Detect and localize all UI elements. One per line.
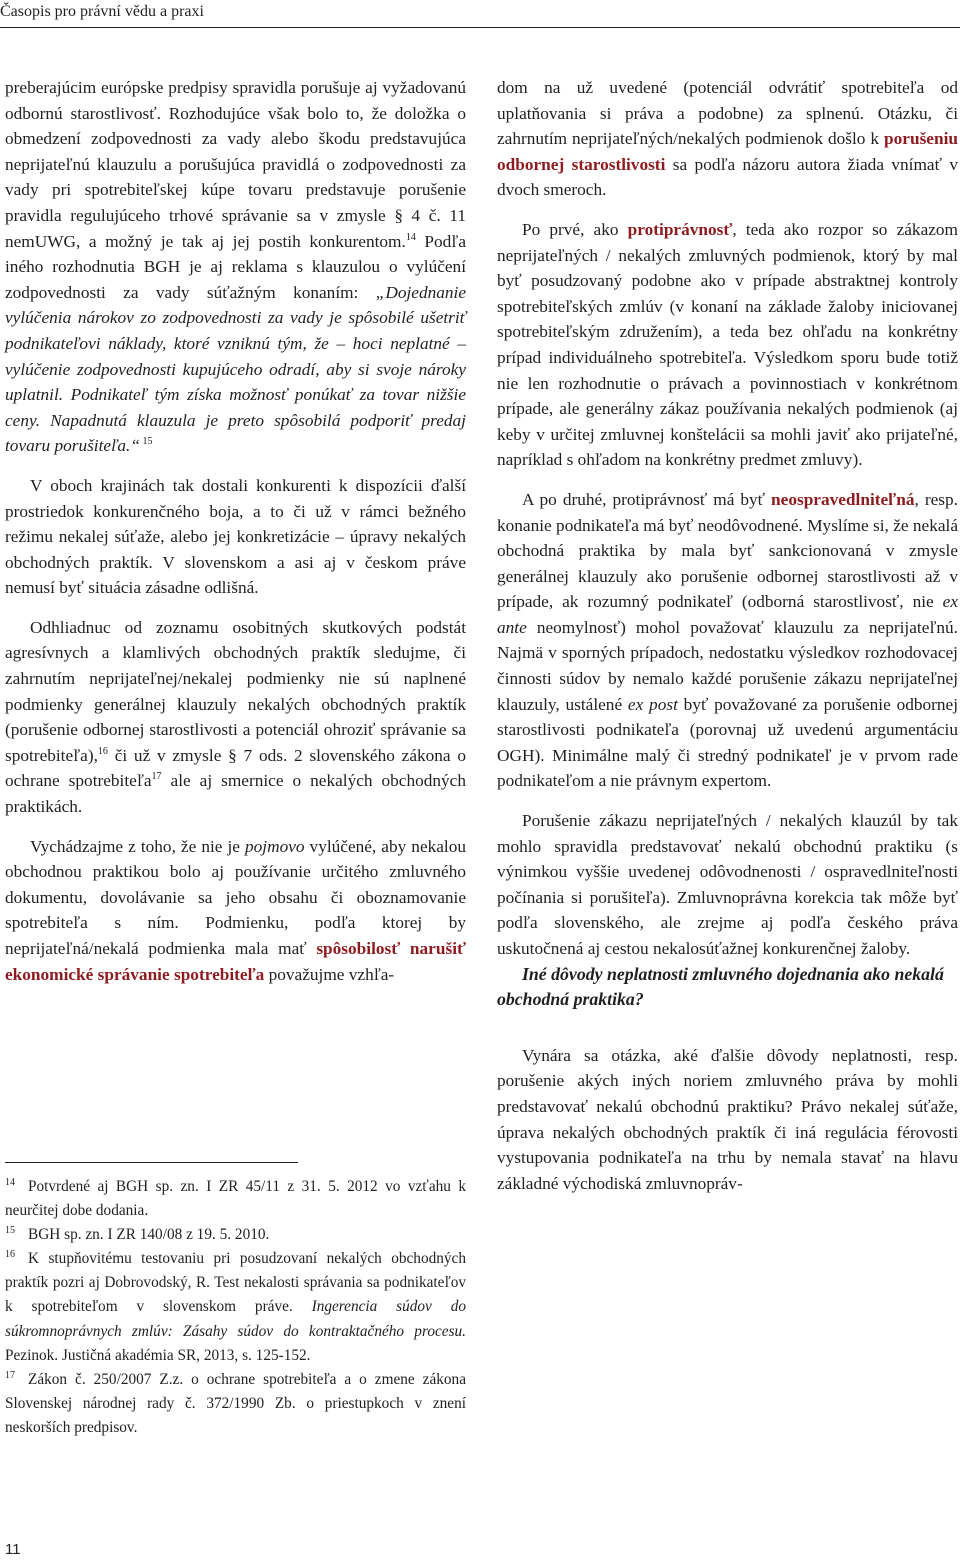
- text-run: Odhliadnuc od zoznamu osobitných skutkových podstát agresívnych a klamlivých obchodných praktík sledujme, či zahrnutím neprijateľnej/nekalej podmienky nie sú naplnené podmienky generálnej klauzuly nekalých obchodných praktík (porušenie odbornej starostlivosti a potenciál ohroziť správanie sa spotrebiteľa),: [5, 617, 466, 765]
- text-run: dom na už uvedené (potenciál odvrátiť spotrebiteľa od uplatňovania si práva a podobne) za splnenú. Otázku, či zahrnutím neprijateľných/nekalých podmienok došlo k: [497, 78, 958, 149]
- footnote-text: Pezinok. Justičná akadémia SR, 2013, s. 125-152.: [5, 1346, 311, 1364]
- paragraph: [5, 75, 466, 459]
- text-run: považujme vzhľa-: [264, 964, 395, 984]
- section-heading: Iné dôvody neplatnosti zmluvného dojednania ako nekalá obchodná praktika?: [497, 963, 944, 1010]
- emphasis: ex ante: [497, 592, 958, 637]
- emphasis: ex post: [627, 694, 678, 714]
- text-run: preberajúcim európske predpisy spravidla porušuje aj vyžadovanú odbornú starostlivosť. Rozhodujúce však bolo to, že doložka o obmedzení zodpovednosti za vady alebo škodu predstavujúca neprijateľnú klauzulu a porušujúca pravidlá o zodpovednosti za vady pri spotrebiteľskej kúpe tovaru predstavuje porušenie pravidla regulujúceho trhové správanie sa v zmysle § 4 č. 11 nemUWG, a možný je tak aj jej postih konkurentom.: [5, 78, 466, 251]
- text-run: vylúčené, aby nekalou obchodnou praktikou bolo aj používanie určitého zmluvného dokumentu, dovolávanie sa jeho obsahu či oboznamovanie spotrebiteľa s ním. Podmienku, podľa ktorej by neprijateľná/nekalá podmienka mala mať: [5, 836, 467, 958]
- paragraph: [497, 75, 958, 203]
- text-run: ale aj smernice o nekalých obchodných praktikách.: [5, 771, 466, 817]
- highlighted-term: neospravedlniteľná: [771, 489, 915, 509]
- highlighted-term: porušeniu odbornej starostlivosti: [497, 129, 958, 174]
- footnote-emphasis: Ingerencia súdov do súkromnoprávnych zmlúv: Zásahy súdov do kontraktačného procesu.: [5, 1298, 466, 1340]
- text-run: neomylnosť) mohol považovať klauzulu za neprijateľnú. Najmä v sporných prípadoch, nedostatku výsledkov rozhodovacej činnosti súdov by nemalo každé porušenie zákazu neprijateľnej klauzuly, ustálené: [497, 617, 958, 714]
- footnote-text: Zákon č. 250/2007 Z.z. o ochrane spotrebiteľa a o zmene zákona Slovenskej národnej rady č. 372/1990 Zb. o priestupkoch v znení neskorších predpisov.: [5, 1370, 466, 1436]
- footnote-text: K stupňovitému testovaniu pri posudzovaní nekalých obchodných praktík pozri aj Dobrovodský, R. Test nekalosti správania sa podnikateľov k spotrebiteľom v slovenskom práve.: [5, 1250, 466, 1316]
- page-number: 11: [5, 1541, 21, 1558]
- emphasis: pojmovo: [245, 836, 305, 856]
- text-run: Podľa iného rozhodnutia BGH je aj reklama s klauzulou o vylúčení zodpovednosti za vady súťažným konaním:: [5, 231, 467, 302]
- paragraph: [497, 217, 958, 473]
- text-run: či už v zmysle § 7 ods. 2 slovenského zákona o ochrane spotrebiteľa: [5, 745, 466, 791]
- text-run: sa podľa názoru autora žiada vnímať v dvoch smeroch.: [497, 154, 958, 200]
- footnote-number: 16: [5, 1249, 15, 1261]
- text-run: , resp. konanie podnikateľa má byť neodôvodnené. Myslíme si, že nekalá obchodná praktika by mala byť sankcionovaná v zmysle generálnej klauzuly ako porušenie odbornej starostlivosti až v prípade, ak rozumný podnikateľ (odborná starostlivosť, nie: [497, 489, 958, 612]
- paragraph: [5, 834, 466, 988]
- paragraph: Vynára sa otázka, aké ďalšie dôvody neplatnosti, resp. porušenie akých iných noriem zmluvného práva by mohli predstavovať nekalú obchodnú praktiku? Právo nekalej súťaže, úprava nekalých obchodných praktík či iná regulácia férovosti vystupovania podnikateľa na trhu by nemala stavať na hlavu základné východiská zmluvnopráv-: [497, 1045, 958, 1193]
- footnote-ref: 15: [139, 436, 153, 448]
- footnote-ref: 14: [405, 231, 416, 243]
- footnote-14: [5, 1175, 466, 1223]
- right-column: [497, 75, 958, 1196]
- footnote-rule: [5, 1162, 298, 1163]
- footnotes: [5, 1175, 466, 1440]
- text-run: , teda ako rozpor so zákazom neprijateľných / nekalých zmluvných podmienok, ktorý by mal byť posudzovaný podobne ako v prípade abstraktnej kontroly spotrebiteľských zmlúv (v konaní na základe žaloby iniciovanej spotrebiteľským združením), a teda bez ohľadu na konkrétny prípad individuálneho spotrebiteľa. Výsledkom sporu bude totiž nie len rozhodnutie o právach a povinnostiach v konkrétnom prípade, ale generálny zákaz používania nekalých podmienok (aj keby v určitej zmluvnej konštelácii sa mohli javiť ako prijateľné, napríklad s ohľadom na konkrétny predmet zmluvy).: [497, 219, 958, 470]
- text-run: Po prvé, ako: [522, 219, 628, 239]
- header-rule: [0, 27, 960, 28]
- footnote-number: 15: [5, 1225, 15, 1237]
- text-run: byť považované za porušenie odbornej starostlivosti podnikateľa (porovnaj už uvedenú argumentáciu OGH). Minimálne malý či stredný podnikateľ je v prvom rade podnikateľom a nie právnym expertom.: [497, 694, 959, 791]
- footnote-text: BGH sp. zn. I ZR 140/08 z 19. 5. 2010.: [28, 1226, 270, 1244]
- footnote-ref: 17: [151, 771, 162, 783]
- footnote-ref: 16: [97, 746, 108, 758]
- highlighted-term: protiprávnosť: [627, 219, 733, 239]
- journal-title: Časopis pro právní vědu a praxi: [0, 3, 204, 20]
- footnote-15: [5, 1223, 466, 1247]
- quotation: „Dojednanie vylúčenia nárokov zo zodpovednosti za vady je spôsobilé ušetriť podnikateľovi náklady, ktoré vzniknú tým, že – hoci neplatné – vylúčenie zodpovednosti kupujúceho odradí, aby si svoje nároky uplatnil. Podnikateľ tým získa možnosť ponúkať za tovar nižšie ceny. Napadnutá klauzula je preto spôsobilá podporiť predaj tovaru porušiteľa.“: [5, 282, 466, 456]
- footnote-number: 17: [5, 1369, 15, 1381]
- footnote-number: 14: [5, 1176, 15, 1188]
- footnote-17: [5, 1368, 466, 1440]
- highlighted-term: spôsobilosť narušiť ekonomické správanie spotrebiteľa: [5, 939, 466, 984]
- text-run: A po druhé, protiprávnosť má byť: [522, 489, 772, 509]
- footnote-text: Potvrdené aj BGH sp. zn. I ZR 45/11 z 31. 5. 2012 vo vzťahu k neurčitej dobe dodania.: [5, 1178, 466, 1220]
- text-run: Vychádzajme z toho, že nie je: [30, 836, 245, 856]
- footnote-16: [5, 1247, 466, 1367]
- paragraph: Porušenie zákazu neprijateľných / nekalých klauzúl by tak mohlo spravidla predstavovať nekalú obchodnú praktiku (s výnimkou vyššie uvedenej odôvodnenosti / ospravedlniteľnosti počínania si porušiteľa). Zmluvnoprávna korekcia tak môže byť podľa slovenského, ale zrejme aj podľa českého práva uskutočnená aj cestou nekalosúťažnej konkurenčnej žaloby.: [497, 811, 958, 958]
- paragraph: [497, 487, 958, 794]
- running-header: [0, 2, 204, 22]
- paragraph: V oboch krajinách tak dostali konkurenti k dispozícii ďalší prostriedok konkurenčného boja, a to či už v rámci bežného režimu nekalej súťaže, alebo jej konkretizácie – úpravy nekalých obchodných praktík. V slovenskom a asi aj v českom práve nemusí byť situácia zásadne odlišná.: [5, 475, 466, 598]
- left-column: [5, 75, 466, 987]
- paragraph: [5, 615, 466, 820]
